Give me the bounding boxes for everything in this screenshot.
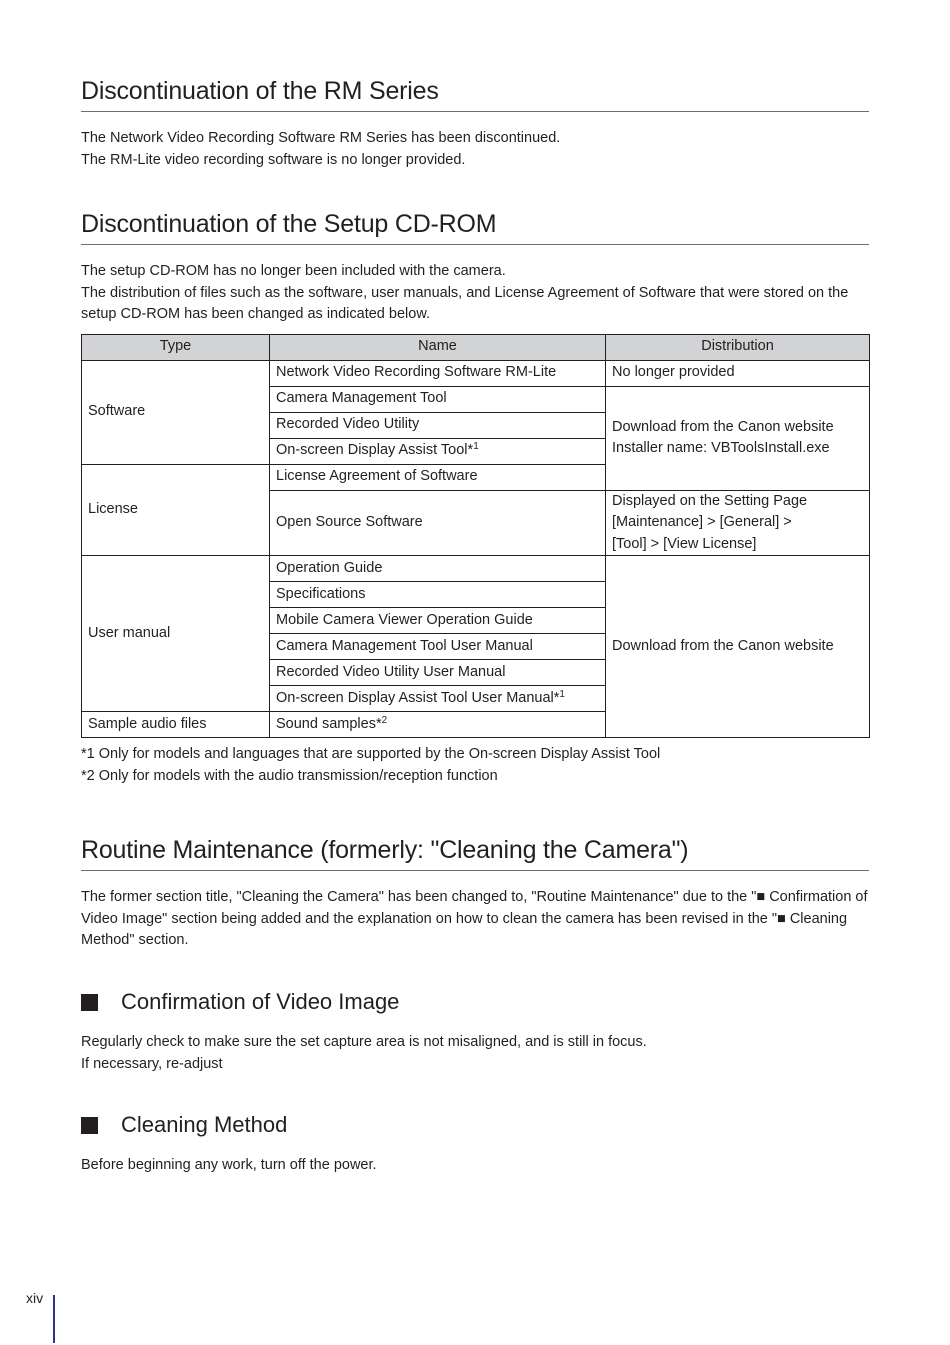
square-bullet-icon — [81, 994, 98, 1011]
subsection-body — [81, 1032, 869, 1075]
name-cell: Network Video Recording Software RM-Lite — [270, 360, 606, 386]
name-text: On-screen Display Assist Tool* — [276, 442, 474, 459]
name-cell: Mobile Camera Viewer Operation Guide — [270, 608, 606, 634]
footnote: *1 Only for models and languages that are supported by the On-screen Display Assist Tool — [81, 746, 661, 762]
footnote-ref: 1 — [559, 688, 565, 700]
page-number: xiv — [26, 1290, 44, 1306]
section-body — [81, 128, 869, 171]
name-cell — [270, 438, 606, 464]
name-text: On-screen Display Assist Tool User Manual* — [276, 689, 560, 706]
section-setup-cdrom — [81, 209, 869, 787]
type-cell: License — [82, 464, 270, 556]
header-distribution: Distribution — [606, 334, 870, 360]
distribution-cell — [606, 386, 870, 490]
paragraph-line: If necessary, re-adjust — [81, 1055, 223, 1072]
subsection-title: Confirmation of Video Image — [121, 989, 400, 1014]
paragraph-line: The setup CD-ROM has no longer been included with the camera. — [81, 263, 506, 279]
distribution-cell: No longer provided — [606, 360, 870, 386]
distribution-cell: Download from the Canon website — [606, 556, 870, 738]
paragraph: The former section title, "Cleaning the Camera" has been changed to, "Routine Maintenance" due to the "■ Confirmation of Video Image" section being added and the explanation on how to clean the camera has been revised in the "■ Cleaning Method" section. — [81, 889, 868, 948]
name-cell — [270, 686, 606, 712]
footnote-ref: 1 — [473, 441, 479, 453]
section-body — [81, 887, 869, 952]
footnotes — [81, 744, 869, 787]
name-cell: Recorded Video Utility — [270, 412, 606, 438]
table-header-row — [82, 334, 870, 360]
table-row — [82, 556, 870, 582]
name-cell: Recorded Video Utility User Manual — [270, 660, 606, 686]
name-cell — [270, 712, 606, 738]
section-body — [81, 261, 869, 326]
distribution-line: Displayed on the Setting Page — [612, 492, 808, 509]
type-cell: Software — [82, 360, 270, 464]
section-title: Discontinuation of the RM Series — [81, 76, 869, 112]
distribution-line: [Maintenance] > [General] > — [612, 514, 792, 530]
distribution-line: [Tool] > [View License] — [612, 535, 757, 552]
section-rm-series — [81, 76, 869, 171]
distribution-table — [81, 334, 870, 739]
paragraph-line: Regularly check to make sure the set capture area is not misaligned, and is still in focus. — [81, 1034, 647, 1050]
type-cell: User manual — [82, 556, 270, 712]
paragraph-line: The RM-Lite video recording software is no longer provided. — [81, 151, 466, 168]
paragraph-line: Before beginning any work, turn off the power. — [81, 1157, 377, 1173]
page-margin-bar — [53, 1295, 55, 1343]
header-type: Type — [82, 334, 270, 360]
subsection-body — [81, 1155, 869, 1177]
section-routine-maintenance — [81, 835, 869, 952]
square-bullet-icon — [81, 1117, 98, 1134]
name-text: Sound samples* — [276, 715, 382, 732]
section-title: Routine Maintenance (formerly: "Cleaning the Camera") — [81, 835, 869, 871]
type-cell: Sample audio files — [82, 712, 270, 738]
name-cell: License Agreement of Software — [270, 464, 606, 490]
distribution-cell — [606, 490, 870, 556]
table-row — [82, 360, 870, 386]
name-cell: Specifications — [270, 582, 606, 608]
footnote: *2 Only for models with the audio transmission/reception function — [81, 767, 498, 784]
distribution-line: Download from the Canon website — [612, 418, 834, 435]
footnote-ref: 2 — [381, 714, 388, 726]
paragraph-line: The distribution of files such as the software, user manuals, and License Agreement of Software that were stored on the setup CD-ROM has been changed as indicated below. — [81, 284, 849, 322]
paragraph-line: The Network Video Recording Software RM Series has been discontinued. — [81, 130, 561, 146]
subsection-heading — [81, 1111, 287, 1139]
section-title: Discontinuation of the Setup CD-ROM — [81, 209, 869, 245]
name-cell: Operation Guide — [270, 556, 606, 582]
subsection-heading — [81, 988, 399, 1016]
name-cell: Open Source Software — [270, 490, 606, 556]
distribution-line: Installer name: VBToolsInstall.exe — [612, 440, 830, 456]
name-cell: Camera Management Tool — [270, 386, 606, 412]
subsection-title: Cleaning Method — [121, 1112, 288, 1137]
name-cell: Camera Management Tool User Manual — [270, 634, 606, 660]
header-name: Name — [270, 334, 606, 360]
